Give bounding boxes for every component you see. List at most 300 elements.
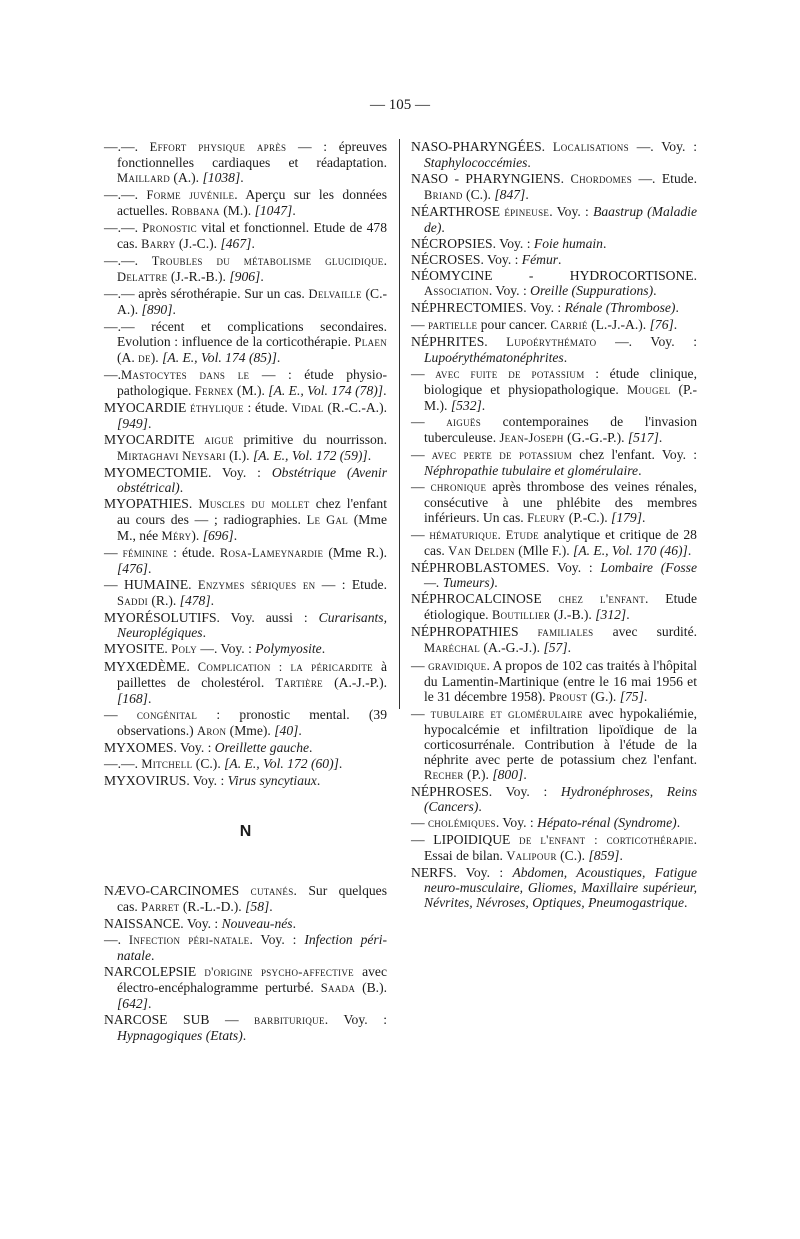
entry-text: . bbox=[643, 688, 648, 704]
left-column bbox=[104, 139, 387, 1044]
entry-text: congénital bbox=[136, 707, 198, 722]
entry-text: NÉPHRITES. bbox=[411, 333, 507, 349]
entry-text: [76] bbox=[649, 316, 674, 332]
entry-text: avec hypokaliémie, hypocalcémie et infiltration lipoïdique de la corticosurrénale. Contribution à l'étude de la néphrite avec perte de potassium chez l'enfant. bbox=[424, 705, 698, 767]
index-entry bbox=[104, 253, 387, 285]
entry-text: Effort physique après bbox=[149, 140, 287, 154]
entry-text: . Voy. : bbox=[249, 932, 305, 948]
entry-text: Chordomes bbox=[570, 172, 632, 187]
entry-text: (Mlle F.). bbox=[514, 543, 574, 559]
entry-text: [859] bbox=[588, 848, 620, 864]
entry-text: . bbox=[619, 848, 623, 864]
entry-text: . bbox=[441, 220, 445, 236]
entry-text: avec électro-encéphalogramme perturbé. bbox=[117, 964, 387, 996]
entry-text: MYOCARDITE bbox=[104, 431, 205, 447]
entry-text: — bbox=[411, 814, 428, 830]
entry-text: (G.). bbox=[587, 688, 620, 704]
entry-text: — : étude physio-pathologique. bbox=[117, 366, 387, 398]
entry-text: —. bbox=[104, 366, 121, 382]
entry-text: Troubles du métabolisme glucidique bbox=[151, 254, 384, 269]
entry-text: — bbox=[411, 413, 447, 429]
entry-text: Robbana bbox=[171, 204, 220, 219]
entry-text: Baastrup (Maladie de) bbox=[424, 204, 697, 236]
index-entry bbox=[104, 659, 387, 706]
entry-text: avec surdité. bbox=[593, 624, 698, 640]
entry-text: Néphropathie tubulaire et glomérulaire bbox=[424, 462, 639, 478]
entry-text: éthylique bbox=[190, 400, 244, 415]
entry-text: ). bbox=[150, 349, 163, 365]
entry-text: (R.-C.-A.). bbox=[323, 399, 387, 415]
index-entry bbox=[104, 773, 387, 788]
entry-text: Rosa-Lameynardie bbox=[219, 546, 324, 561]
entry-text: . bbox=[675, 300, 679, 316]
entry-text: Lupoérythématonéphrites bbox=[424, 349, 564, 365]
entry-text: . bbox=[147, 561, 152, 577]
entry-text: contemporaines de l'invasion tuberculeuse. bbox=[424, 413, 697, 445]
entry-text: (A.-G.-J.). bbox=[480, 640, 544, 656]
entry-text: Oreillette gauche bbox=[214, 739, 310, 755]
entry-text: . bbox=[233, 528, 238, 544]
entry-text: . bbox=[210, 593, 215, 609]
entry-text: [890] bbox=[141, 302, 173, 318]
entry-text: (R.-L.-D.). bbox=[179, 898, 246, 914]
entry-text: Polymyosite bbox=[255, 641, 322, 657]
entry-text: . bbox=[638, 462, 642, 478]
entry-text: . bbox=[684, 895, 688, 911]
index-entry bbox=[411, 317, 697, 333]
entry-text: Muscles du mollet bbox=[198, 497, 310, 512]
index-entry bbox=[411, 366, 697, 413]
entry-text: NÆVO-CARCINOMES bbox=[104, 882, 251, 898]
index-entry bbox=[411, 139, 697, 170]
entry-text: Virus syncytiaux bbox=[227, 772, 317, 788]
entry-text: chez l'enfant. Voy. : bbox=[572, 446, 697, 462]
entry-text: (B.). bbox=[355, 980, 387, 996]
entry-text: NÉPHROBLASTOMES. Voy. : bbox=[411, 560, 601, 576]
entry-text: . bbox=[626, 607, 630, 623]
entry-text: —. Voy. : bbox=[596, 333, 697, 349]
entry-text: . bbox=[316, 772, 321, 788]
entry-text: . bbox=[147, 690, 152, 706]
entry-text: NÉOMYCINE - HYDROCORTISONE. bbox=[411, 268, 697, 284]
index-entry bbox=[104, 577, 387, 609]
entry-text: [40] bbox=[274, 722, 299, 738]
entry-text: Obstétrique (Avenir obstétrical) bbox=[117, 464, 387, 495]
entry-text: [58] bbox=[245, 898, 270, 914]
entry-text: [168] bbox=[117, 690, 148, 706]
entry-text: . Aperçu sur les données actuelles. bbox=[117, 187, 387, 219]
entry-text: —.—. bbox=[104, 220, 143, 236]
entry-text: NERFS. Voy. : bbox=[411, 865, 513, 881]
entry-text: [696] bbox=[202, 528, 234, 544]
entry-text: Recher bbox=[424, 767, 464, 782]
entry-text: Carrié bbox=[550, 317, 588, 332]
entry-text: Maillard bbox=[117, 171, 171, 186]
entry-text: Abdomen, Acoustiques, Fatigue neuro-musculaire, Gliomes, Maxillaire supérieur, Névrites, Névroses, Optiques, Pneumogastrique bbox=[424, 865, 697, 911]
page-number: — 105 — bbox=[370, 97, 430, 113]
entry-text: [949] bbox=[117, 415, 148, 431]
entry-text: . Voy. : bbox=[549, 204, 594, 220]
entry-text: Rénale (Thrombose) bbox=[564, 300, 676, 316]
entry-text: —. Voy. : bbox=[628, 139, 697, 154]
entry-text: MYXŒDÈME. bbox=[104, 658, 198, 674]
index-entry bbox=[104, 740, 387, 755]
index-entry bbox=[104, 286, 387, 317]
entry-text: . bbox=[260, 269, 264, 285]
entry-text: . bbox=[150, 948, 155, 964]
entry-text: —.—. bbox=[104, 253, 152, 269]
entry-text: aiguës bbox=[446, 414, 482, 429]
entry-text: Oreille (Suppurations) bbox=[530, 283, 654, 299]
entry-text: [1047] bbox=[254, 203, 293, 219]
entry-text: avec perte de potassium bbox=[431, 447, 573, 462]
entry-text: hématurique. Etude bbox=[429, 528, 539, 543]
entry-text: [A. E., Vol. 170 (46)] bbox=[573, 543, 688, 559]
entry-text: . bbox=[292, 203, 296, 219]
index-entry bbox=[411, 784, 697, 814]
entry-text: (J.-C.). bbox=[175, 236, 221, 252]
entry-text: féminine bbox=[122, 546, 169, 561]
right-entries bbox=[411, 139, 697, 910]
entry-text: —.—. bbox=[104, 755, 142, 771]
entry-text: : étude. bbox=[168, 545, 220, 561]
entry-text: Mastocytes dans le bbox=[121, 367, 250, 382]
entry-text: (C.). bbox=[556, 848, 589, 864]
entry-text: . bbox=[321, 641, 326, 657]
left-entries-after-heading bbox=[104, 883, 387, 1043]
entry-text: d'origine psycho-affective bbox=[204, 965, 354, 980]
index-entry bbox=[411, 252, 697, 267]
entry-text: . bbox=[563, 349, 568, 365]
entry-text: . bbox=[172, 302, 176, 318]
entry-text: (P.-C.). bbox=[565, 510, 612, 526]
entry-text: cholémiques bbox=[428, 815, 496, 830]
index-entry bbox=[104, 916, 387, 931]
entry-text: . bbox=[202, 625, 206, 641]
index-entry bbox=[104, 139, 387, 186]
entry-text: Aron bbox=[197, 723, 227, 738]
entry-text: familiales bbox=[537, 625, 594, 640]
entry-text: [906] bbox=[229, 269, 261, 285]
entry-text: chronique bbox=[430, 479, 487, 494]
entry-text: chez l'enfant au cours des — ; radiographies. bbox=[117, 496, 387, 528]
index-entry bbox=[411, 268, 697, 299]
entry-text: — : épreuves fonctionnelles cardiaques et réadaptation. bbox=[117, 139, 388, 171]
entry-text: MYOMECTOMIE. Voy. : bbox=[104, 464, 272, 480]
entry-text: (Mme M., née bbox=[117, 512, 387, 544]
entry-text: NÉCROSES. Voy. : bbox=[411, 252, 522, 268]
index-entry bbox=[411, 865, 697, 910]
entry-text: [642] bbox=[117, 996, 148, 1012]
entry-text: Delattre bbox=[117, 270, 168, 285]
index-entry bbox=[104, 707, 387, 739]
entry-text: . bbox=[147, 996, 152, 1012]
entry-text: de l'enfant : corticothérapie bbox=[519, 833, 694, 848]
index-entry bbox=[411, 706, 697, 783]
entry-text: Mougel bbox=[626, 382, 671, 397]
index-entry bbox=[411, 236, 697, 251]
entry-text: (C.). bbox=[462, 187, 495, 203]
entry-text: —.— récent et complications secondaires. Evolution : influence de la corticothérapie. bbox=[104, 318, 387, 349]
entry-text: vital et fonctionnel. Etude de 478 cas. bbox=[117, 220, 387, 252]
entry-text: —. Voy. : bbox=[196, 641, 256, 657]
entry-text: . bbox=[673, 316, 678, 332]
entry-text: NÉCROPSIES. Voy. : bbox=[411, 236, 534, 252]
entry-text: — bbox=[411, 527, 430, 543]
entry-text: — bbox=[411, 316, 428, 332]
entry-text: de bbox=[138, 350, 151, 365]
index-entry bbox=[411, 204, 697, 235]
entry-text: MYXOMES. Voy. : bbox=[104, 739, 215, 755]
index-entry bbox=[411, 300, 697, 315]
entry-text: . bbox=[179, 479, 184, 495]
entry-text: (Mme R.). bbox=[323, 545, 387, 561]
entry-text: Maréchal bbox=[424, 641, 481, 656]
entry-text: Fleury bbox=[527, 511, 566, 526]
entry-text: . bbox=[642, 510, 646, 526]
entry-text: MYOCARDIE bbox=[104, 399, 191, 415]
entry-text: — bbox=[411, 365, 436, 381]
entry-text: [312] bbox=[595, 607, 627, 623]
entry-text: aiguë bbox=[204, 432, 234, 447]
entry-text: Complication : la péricardite bbox=[197, 659, 373, 674]
index-entry bbox=[104, 1012, 387, 1043]
entry-text: — bbox=[411, 478, 431, 494]
entry-text: à paillettes de cholestérol. bbox=[117, 658, 387, 690]
entry-text: Valipour bbox=[506, 849, 557, 864]
entry-text: Curarisants, Neuroplégiques bbox=[117, 610, 387, 641]
entry-text: gravidique bbox=[428, 658, 487, 673]
entry-text: . Sur quelques cas. bbox=[117, 882, 388, 914]
entry-text: Hydronéphroses, Reins (Cancers) bbox=[424, 783, 697, 814]
entry-text: — bbox=[411, 657, 429, 673]
entry-text: . bbox=[269, 898, 273, 914]
entry-text: (J.-R.-B.). bbox=[167, 269, 230, 285]
entry-text: (M.). bbox=[219, 203, 255, 219]
entry-text: NÉPHROSES. Voy. : bbox=[411, 783, 561, 799]
entry-text: [532] bbox=[450, 397, 482, 413]
entry-text: Méry bbox=[161, 529, 192, 544]
entry-text: NARCOSE SUB — bbox=[104, 1012, 255, 1028]
entry-text: Barry bbox=[141, 237, 176, 252]
entry-text: Vidal bbox=[291, 400, 324, 415]
entry-text: . bbox=[602, 236, 607, 252]
entry-text: [A. E., Vol. 174 (85)] bbox=[162, 349, 277, 365]
entry-text: . bbox=[251, 236, 255, 252]
entry-text: Poly bbox=[171, 642, 197, 657]
entry-text: . Voy. : bbox=[495, 814, 538, 830]
section-letter-heading: N bbox=[239, 822, 252, 840]
entry-text: — : Etude. bbox=[315, 577, 387, 593]
entry-text: Localisations bbox=[552, 140, 629, 154]
entry-text: —.—. bbox=[104, 187, 147, 203]
entry-text: (I.). bbox=[225, 447, 253, 463]
entry-text: analytique et critique de 28 cas. bbox=[424, 527, 697, 559]
entry-text: [1038] bbox=[202, 170, 241, 186]
entry-text: — bbox=[411, 446, 432, 462]
entry-text: . bbox=[527, 155, 531, 171]
index-entry bbox=[104, 432, 387, 464]
entry-text: [476] bbox=[117, 561, 148, 577]
entry-text: Lupoérythémato bbox=[506, 334, 597, 349]
entry-text: — LIPOIDIQUE bbox=[411, 832, 520, 848]
entry-text: [75] bbox=[619, 688, 644, 704]
entry-text: . bbox=[525, 187, 529, 203]
entry-text: Hypnagogiques (Etats) bbox=[117, 1028, 243, 1044]
entry-text: . bbox=[658, 429, 663, 445]
entry-text: . bbox=[653, 283, 657, 299]
index-entry bbox=[104, 187, 387, 219]
entry-text: NÉARTHROSE bbox=[411, 204, 505, 220]
entry-text: Plaen bbox=[354, 334, 387, 349]
entry-text: Tartière bbox=[275, 675, 323, 690]
index-entry bbox=[411, 624, 697, 656]
index-entry bbox=[411, 334, 697, 365]
entry-text: Fémur bbox=[521, 252, 559, 268]
entry-text: Jean-Joseph bbox=[499, 430, 564, 445]
entry-text: [478] bbox=[179, 593, 211, 609]
index-entry bbox=[104, 400, 387, 431]
entry-text: avec fuite de potassium bbox=[435, 366, 585, 381]
entry-text: NASO - PHARYNGIENS. bbox=[411, 171, 571, 187]
entry-text: NASO-PHARYNGÉES. bbox=[411, 139, 553, 154]
entry-text: . bbox=[298, 722, 302, 738]
entry-text: [A. E., Vol. 172 (59)] bbox=[252, 447, 368, 463]
entry-text: . Voy. : bbox=[488, 283, 531, 299]
index-entry bbox=[104, 610, 387, 640]
entry-text: . bbox=[383, 382, 387, 398]
entry-text: Delvaille bbox=[308, 287, 362, 302]
left-entries bbox=[104, 139, 387, 788]
entry-text: (Mme). bbox=[226, 722, 275, 738]
entry-text: . bbox=[242, 1028, 247, 1044]
entry-text: . bbox=[481, 397, 486, 413]
index-entry bbox=[104, 756, 387, 772]
entry-text: . Voy. : bbox=[324, 1012, 387, 1028]
entry-text: [A. E., Vol. 172 (60)] bbox=[224, 755, 339, 771]
entry-text: [847] bbox=[494, 187, 526, 203]
entry-text: —. Etude. bbox=[632, 171, 697, 187]
entry-text: [800] bbox=[492, 766, 524, 782]
index-entry bbox=[104, 932, 387, 963]
entry-text: Mirtaghavi Neysari bbox=[117, 448, 226, 463]
entry-text: Saada bbox=[320, 981, 356, 996]
index-entry bbox=[104, 465, 387, 495]
entry-text: — bbox=[104, 545, 123, 561]
index-entry bbox=[411, 447, 697, 478]
entry-text: MYXOVIRUS. Voy. : bbox=[104, 772, 228, 788]
entry-text: —.—. bbox=[104, 139, 150, 154]
entry-text: Forme juvénile bbox=[146, 188, 235, 203]
entry-text: . bbox=[292, 916, 296, 932]
entry-text: NARCOLEPSIE bbox=[104, 964, 205, 980]
index-entry bbox=[104, 883, 387, 915]
entry-text: NÉPHROPATHIES bbox=[411, 624, 538, 640]
entry-text: (C.-A.). bbox=[117, 286, 388, 318]
index-entry bbox=[104, 319, 387, 366]
entry-text: —. bbox=[104, 932, 129, 948]
entry-text: : étude. bbox=[243, 399, 292, 415]
index-entry bbox=[411, 815, 697, 831]
index-entry bbox=[411, 560, 697, 590]
entry-text: Staphylococcémies bbox=[424, 155, 528, 171]
index-entry bbox=[104, 496, 387, 544]
entry-text: (J.-B.). bbox=[550, 607, 596, 623]
entry-text: (L.-J.-A.). bbox=[587, 316, 650, 332]
entry-text: MYOSITE. bbox=[104, 641, 172, 657]
entry-text: Lombaire (Fosse —. Tumeurs) bbox=[424, 560, 697, 591]
entry-text: ). bbox=[191, 528, 203, 544]
entry-text: [A. E., Vol. 174 (78)] bbox=[268, 382, 384, 398]
entry-text: (C.). bbox=[192, 755, 225, 771]
entry-text: (M.). bbox=[233, 382, 269, 398]
entry-text: Foie humain bbox=[533, 236, 603, 252]
entry-text: : pronostic mental. (39 observations.) bbox=[117, 706, 387, 738]
entry-text: MYOPATHIES. bbox=[104, 496, 199, 512]
index-entry bbox=[411, 591, 697, 623]
entry-text: Briand bbox=[424, 188, 463, 203]
entry-text: cutanés bbox=[250, 883, 294, 898]
entry-text: pour cancer. bbox=[477, 316, 551, 332]
entry-text: (A.-J.-P.). bbox=[322, 674, 388, 690]
entry-text: . bbox=[494, 575, 498, 591]
entry-text: NÉPHRECTOMIES. Voy. : bbox=[411, 300, 565, 316]
entry-text: . A propos de 102 cas traités à l'hôpital du Lamentin-Martinique (entre le 16 mai 1956 et le 31 décembre 1958). bbox=[424, 657, 697, 704]
entry-text: NÉPHROCALCINOSE bbox=[411, 591, 559, 607]
right-column bbox=[411, 139, 697, 911]
entry-text: . bbox=[147, 415, 152, 431]
entry-text: . bbox=[567, 640, 572, 656]
entry-text: : étude clinique, biologique et physiopathologique. bbox=[424, 365, 697, 397]
index-entry bbox=[411, 527, 697, 559]
entry-text: MYORÉSOLUTIFS. Voy. aussi : bbox=[104, 610, 319, 626]
entry-text: (A. bbox=[117, 349, 139, 365]
index-entry bbox=[104, 367, 387, 399]
entry-text: Infection péri-natale bbox=[117, 932, 388, 964]
entry-text: [57] bbox=[543, 640, 568, 656]
entry-text: [179] bbox=[611, 510, 643, 526]
entry-text: Boutillier bbox=[491, 608, 551, 623]
entry-text: tubulaire et glomérulaire bbox=[430, 706, 583, 721]
entry-text: barbiturique bbox=[254, 1013, 325, 1028]
entry-text: . Etude étiologique. bbox=[424, 591, 697, 623]
entry-text: [517] bbox=[627, 429, 659, 445]
index-entry bbox=[411, 414, 697, 446]
index-entry bbox=[411, 479, 697, 526]
entry-text: épineuse bbox=[504, 205, 550, 220]
entry-text: chez l'enfant bbox=[558, 592, 646, 607]
index-entry bbox=[411, 832, 697, 864]
entry-text: NAISSANCE. Voy. : bbox=[104, 916, 222, 932]
entry-text: (A.). bbox=[170, 170, 203, 186]
entry-text: Proust bbox=[548, 689, 588, 704]
entry-text: Hépato-rénal (Syndrome) bbox=[537, 814, 677, 830]
entry-text: partielle bbox=[428, 317, 478, 332]
entry-text: primitive du nourrisson. bbox=[233, 431, 387, 447]
entry-text: — bbox=[411, 705, 431, 721]
entry-text: . Essai de bilan. bbox=[424, 832, 697, 864]
entry-text: . bbox=[523, 766, 527, 782]
index-entry bbox=[104, 220, 387, 252]
entry-text: (P.). bbox=[463, 766, 493, 782]
entry-text: — HUMAINE. bbox=[104, 577, 198, 593]
entry-text: Enzymes sériques en bbox=[197, 578, 316, 593]
entry-text: —.— après sérothérapie. Sur un cas. bbox=[104, 286, 309, 302]
entry-text: Fernex bbox=[194, 383, 234, 398]
entry-text: . bbox=[676, 814, 681, 830]
index-entry bbox=[411, 171, 697, 203]
entry-text: Association bbox=[424, 284, 489, 299]
